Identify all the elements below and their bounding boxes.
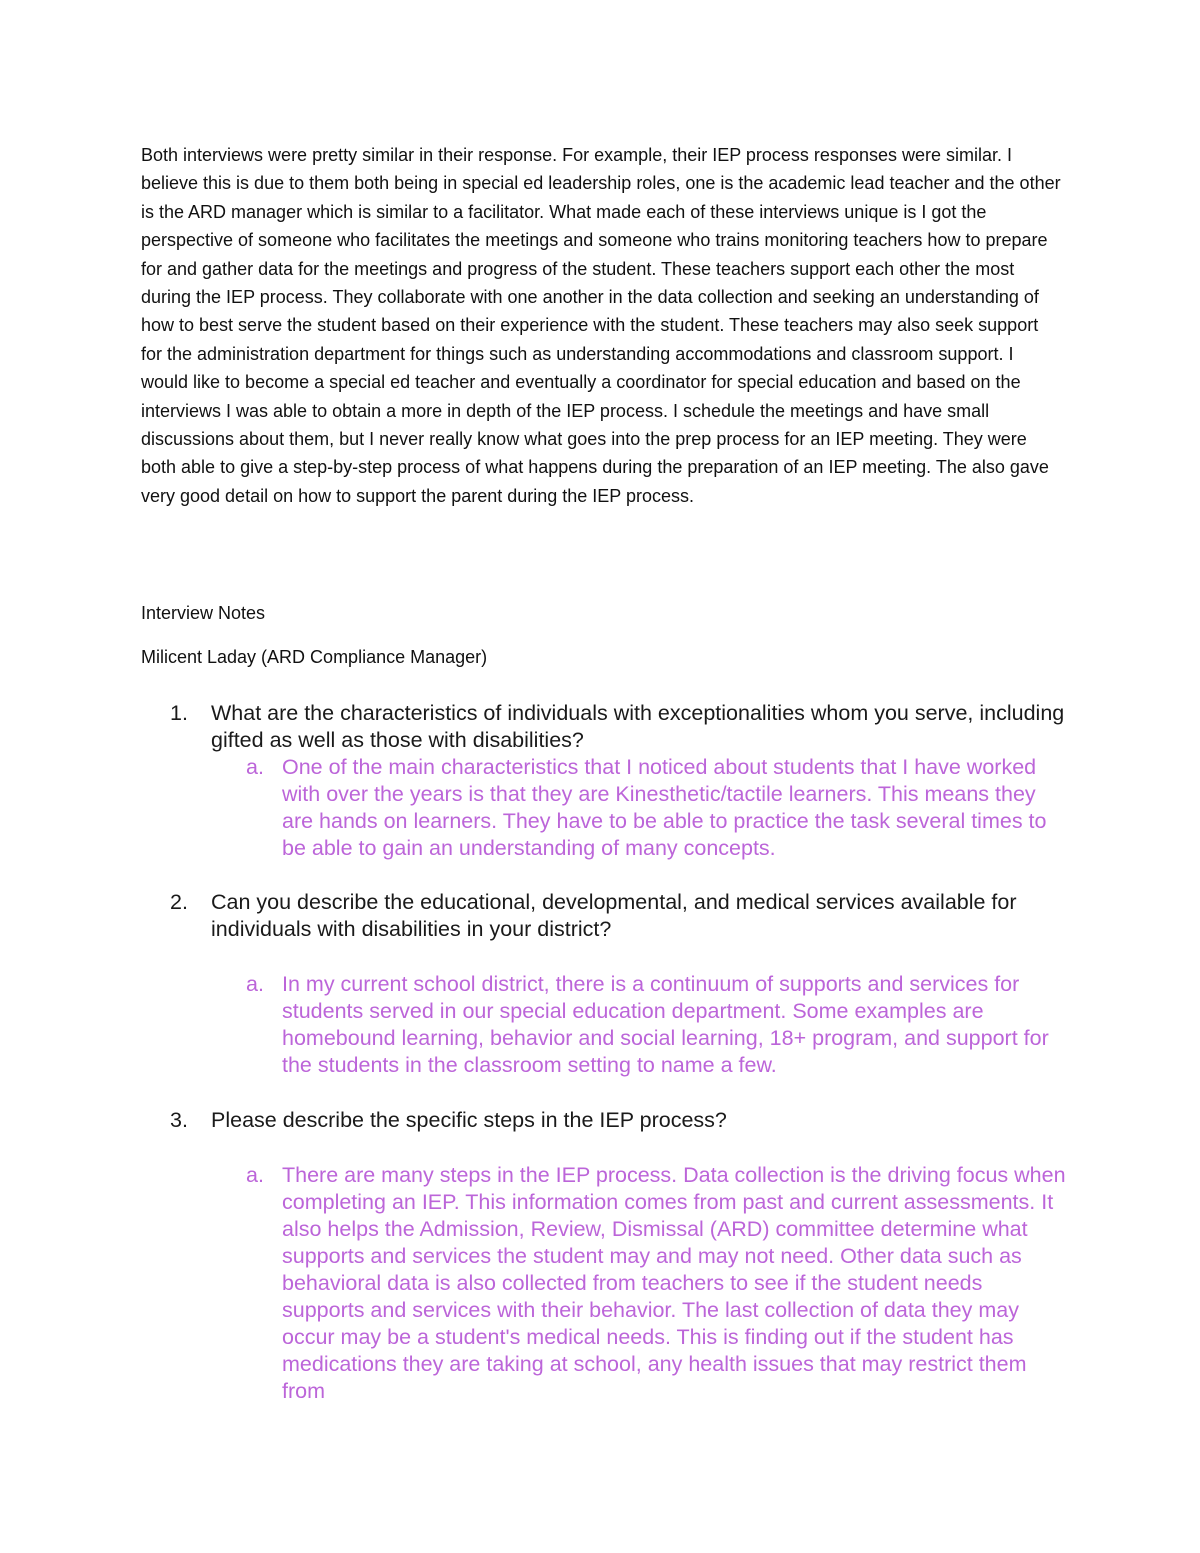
answer-3 (246, 1162, 1066, 1405)
interviewee-name: Milicent Laday (ARD Compliance Manager) (141, 647, 488, 667)
question-text: Can you describe the educational, developmental, and medical services available for individuals with disabilities in your district? (211, 890, 1017, 941)
question-3 (170, 1107, 1070, 1134)
question-2 (170, 889, 1070, 943)
intro-paragraph: Both interviews were pretty similar in their response. For example, their IEP process responses were similar. I believe this is due to them both being in special ed leadership roles, one is the academic lead teacher and the other is the ARD manager which is similar to a facilitator. What made each of these interviews unique is I got the perspective of someone who facilitates the meetings and someone who trains monitoring teachers how to prepare for and gather data for the meetings and progress of the student. These teachers support each other the most during the IEP process. They collaborate with one another in the data collection and seeking an understanding of how to best serve the student based on their experience with the student. These teachers may also seek support for the administration department for things such as understanding accommodations and classroom support. I would like to become a special ed teacher and eventually a coordinator for special education and based on the interviews I was able to obtain a more in depth of the IEP process. I schedule the meetings and have small discussions about them, but I never really know what goes into the prep process for an IEP meeting. They were both able to give a step-by-step process of what happens during the preparation of an IEP meeting. The also gave very good detail on how to support the parent during the IEP process. (141, 145, 1061, 506)
interview-notes-heading: Interview Notes (141, 603, 266, 623)
question-1 (170, 700, 1070, 754)
answer-1 (246, 754, 1066, 862)
question-text: Please describe the specific steps in the IEP process? (211, 1108, 727, 1132)
question-text: What are the characteristics of individuals with exceptionalities whom you serve, including gifted as well as those with disabilities? (211, 701, 1065, 752)
answer-marker: a. (246, 755, 264, 779)
answer-marker: a. (246, 972, 264, 996)
answer-text: One of the main characteristics that I noticed about students that I have worked with over the years is that they are Kinesthetic/tactile learners. This means they are hands on learners. They have to be able to practice the task several times to be able to gain an understanding of many concepts. (282, 755, 1047, 860)
question-number: 2. (170, 890, 188, 914)
answer-marker: a. (246, 1163, 264, 1187)
answer-text: In my current school district, there is a continuum of supports and services for students served in our special education department. Some examples are homebound learning, behavior and social learning, 18+ program, and support for the students in the classroom setting to name a few. (282, 972, 1049, 1077)
answer-text: There are many steps in the IEP process. Data collection is the driving focus when completing an IEP. This information comes from past and current assessments. It also helps the Admission, Review, Dismissal (ARD) committee determine what supports and services the student may and may not need. Other data such as behavioral data is also collected from teachers to see if the student needs supports and services with their behavior. The last collection of data they may occur may be a student's medical needs. This is finding out if the student has medications they are taking at school, any health issues that may restrict them from (282, 1163, 1066, 1403)
question-number: 1. (170, 701, 188, 725)
answer-2 (246, 971, 1066, 1079)
question-number: 3. (170, 1108, 188, 1132)
